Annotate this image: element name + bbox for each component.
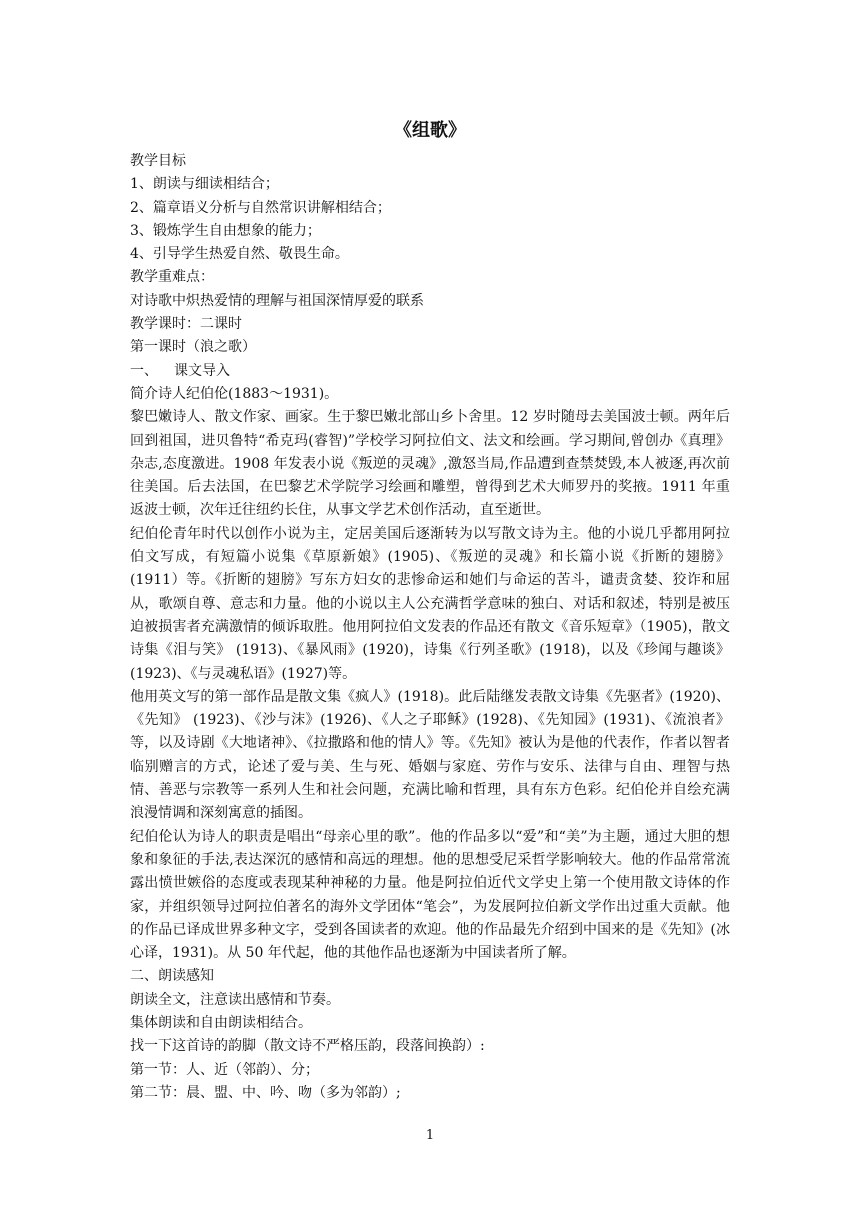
class-hours-text: 教学课时：二课时: [130, 316, 242, 333]
poet-intro-line: 简介诗人纪伯伦(1883～1931)。: [130, 385, 339, 402]
objective-item: 2、篇章语义分析与自然常识讲解相结合；: [130, 199, 391, 216]
rhyme-task: 找一下这首诗的韵脚（散文诗不严格压韵，段落间换韵）:: [130, 1038, 485, 1055]
section-number: 一、: [130, 362, 158, 379]
section-heading-key-points: 教学重难点：: [130, 269, 214, 286]
works-english-paragraph: 他用英文写的第一部作品是散文集《疯人》(1918)。此后陆继发表散文诗集《先驱者》(1920)、《先知》 (1923)、《沙与沫》(1926)、《人之子耶稣》(1928)、《先知园》(1931)、《流浪者》等，以及诗剧《大地诸神》、《拉撒路和他的情人》等。《先知》被认为是他的代表作，作者以智者临别赠言的方式，论述了爱与美、生与死、婚姻与家庭、劳作与安乐、法律与自由、理智与热情、善恶与宗教等一系列人生和社会问题，充满比喻和哲理，具有东方色彩。纪伯伦并自绘充满浪漫情调和深刻寓意的插图。: [130, 688, 730, 822]
rhyme-stanza-2: 第二节：晨、盟、中、吟、吻（多为邻韵）;: [130, 1084, 401, 1101]
page-number: 1: [425, 1128, 435, 1143]
section-title: 课文导入: [174, 362, 230, 379]
objective-item: 1、朗读与细读相结合；: [130, 176, 279, 193]
objective-item: 4、引导学生热爱自然、敬畏生命。: [130, 246, 349, 263]
works-arabic-paragraph: 纪伯伦青年时代以创作小说为主，定居美国后逐渐转为以写散文诗为主。他的小说几乎都用阿拉伯文写成，有短篇小说集《草原新娘》(1905)、《叛逆的灵魂》和长篇小说《折断的翅膀》(1911）等。《折断的翅膀》写东方妇女的悲惨命运和她们与命运的苦斗，谴责贪婪、狡诈和屈从，歌颂自尊、意志和力量。他的小说以主人公充满哲学意味的独白、对话和叙述，特别是被压迫被损害者充满激情的倾诉取胜。他用阿拉伯文发表的作品还有散文《音乐短章》（1905)，散文诗集《泪与笑》 (1913)、《暴风雨》(1920)，诗集《行列圣歌》(1918)，以及《珍闻与趣谈》(1923)、《与灵魂私语》(1927)等。: [130, 525, 730, 682]
document-title: 《组歌》: [394, 120, 466, 141]
document-body: [130, 150, 730, 1105]
reading-instruction: 集体朗读和自由朗读相结合。: [130, 1014, 312, 1031]
biography-paragraph: 黎巴嫩诗人、散文作家、画家。生于黎巴嫩北部山乡卜舍里。12 岁时随母去美国波士顿。两年后回到祖国，进贝鲁特“希克玛(睿智)”学校学习阿拉伯文、法文和绘画。学习期间,曾创办《真理》杂志,态度激进。1908 年发表小说《叛逆的灵魂》,激怒当局,作品遭到查禁焚毁,本人被逐,再次前往美国。后去法国，在巴黎艺术学院学习绘画和雕塑，曾得到艺术大师罗丹的奖掖。1911 年重返波士顿，次年迁往纽约长住，从事文学艺术创作活动，直至逝世。: [130, 409, 730, 519]
reading-instruction: 朗读全文，注意读出感情和节奏。: [130, 991, 340, 1008]
lesson-heading: 第一课时（浪之歌）: [130, 339, 256, 356]
section-heading-reading: 二、朗读感知: [130, 968, 214, 985]
section-heading-introduction: [130, 360, 730, 383]
section-heading-objectives: 教学目标: [130, 153, 186, 169]
key-point-text: 对诗歌中炽热爱情的理解与祖国深情厚爱的联系: [130, 292, 424, 309]
objective-item: 3、锻炼学生自由想象的能力；: [130, 222, 321, 239]
assessment-paragraph: 纪伯伦认为诗人的职责是唱出“母亲心里的歌”。他的作品多以“爱”和“美”为主题，通过大胆的想象和象征的手法,表达深沉的感情和高远的理想。他的思想受尼采哲学影响较大。他的作品常常流露出愤世嫉俗的态度或表现某种神秘的力量。他是阿拉伯近代文学史上第一个使用散文诗体的作家，并组织领导过阿拉伯著名的海外文学团体“笔会”，为发展阿拉伯新文学作出过重大贡献。他的作品已译成世界多种文字，受到各国读者的欢迎。他的作品最先介绍到中国来的是《先知》(冰心译，1931)。从 50 年代起，他的其他作品也逐渐为中国读者所了解。: [130, 828, 730, 962]
rhyme-stanza-1: 第一节：人、近（邻韵）、分；: [130, 1061, 319, 1078]
